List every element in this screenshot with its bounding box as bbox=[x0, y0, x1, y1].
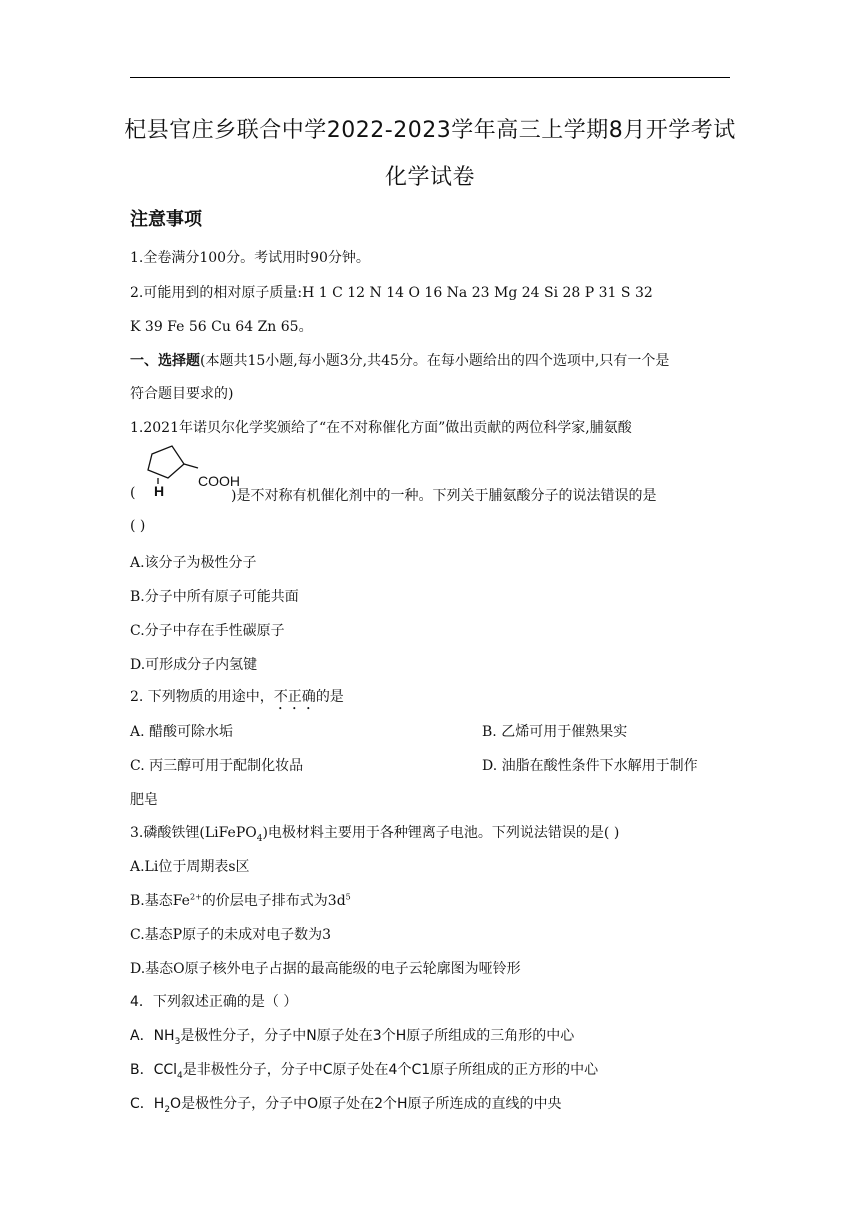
q3-stem bbox=[130, 822, 619, 844]
q1-option-d: D.可形成分子内氢键 bbox=[130, 657, 258, 673]
q4-b-pre: B．CCl bbox=[130, 1062, 178, 1078]
q3-option-b bbox=[130, 890, 351, 910]
q4-option-a bbox=[130, 1025, 574, 1047]
q2-option-b: B. 乙烯可用于催熟果实 bbox=[482, 724, 628, 740]
q1-stem-cont: )是不对称有机催化剂中的一种。下列关于脯氨酸分子的说法错误的是 bbox=[231, 488, 657, 504]
q2-option-a: A. 醋酸可除水垢 bbox=[130, 724, 234, 740]
q3-option-d: D.基态O原子核外电子占据的最高能级的电子云轮廓图为哑铃形 bbox=[130, 961, 521, 977]
q3-b-sup2: 5 bbox=[345, 892, 351, 902]
notice-item-2a: 2.可能用到的相对原子质量:H 1 C 12 N 14 O 16 Na 23 Mg 24 Si 28 P 31 S 32 bbox=[130, 285, 653, 301]
q3-stem-post: )电极材料主要用于各种锂离子电池。下列说法错误的是( ) bbox=[262, 825, 620, 841]
q4-c-post: O是极性分子，分子中O原子处在2个H原子所连成的直线的中央 bbox=[170, 1096, 562, 1112]
q2-option-d-cont: 肥皂 bbox=[130, 792, 158, 808]
mol-h-label: H bbox=[154, 483, 165, 499]
q3-stem-pre: 3.磷酸铁锂(LiFePO bbox=[130, 825, 257, 841]
notice-item-1: 1.全卷满分100分。考试用时90分钟。 bbox=[130, 250, 370, 266]
q1-stem: 1.2021年诺贝尔化学奖颁给了“在不对称催化方面”做出贡献的两位科学家,脯氨酸 bbox=[130, 420, 632, 436]
q2-stem-post: 的是 bbox=[315, 689, 344, 705]
q1-option-a: A.该分子为极性分子 bbox=[130, 555, 257, 571]
q2-stem bbox=[130, 686, 344, 713]
q2-option-c: C. 丙三醇可用于配制化妆品 bbox=[130, 758, 304, 774]
section1-title: 一、选择题 bbox=[130, 353, 200, 369]
q3-b-mid: 的价层电子排布式为3d bbox=[201, 893, 346, 909]
q2-stem-pre: 2. 下列物质的用途中， bbox=[130, 689, 274, 705]
q4-a-sub: 3 bbox=[174, 1036, 181, 1047]
section1-desc-cont: 符合题目要求的) bbox=[130, 386, 234, 402]
q1-answer-paren: ( ) bbox=[130, 518, 146, 534]
q3-stem-sub: 4 bbox=[256, 833, 263, 844]
q1-option-c: C.分子中存在手性碳原子 bbox=[130, 623, 285, 639]
section1-desc: (本题共15小题,每小题3分,共45分。在每小题给出的四个选项中,只有一个是 bbox=[200, 353, 670, 369]
q4-c-sub: 2 bbox=[164, 1104, 171, 1115]
q4-option-c bbox=[130, 1093, 562, 1115]
notice-heading: 注意事项 bbox=[130, 209, 202, 230]
q4-a-pre: A．NH bbox=[130, 1028, 175, 1044]
q3-option-c: C.基态P原子的未成对电子数为3 bbox=[130, 927, 331, 943]
q4-a-post: 是极性分子，分子中N原子处在3个H原子所组成的三角形的中心 bbox=[180, 1028, 575, 1044]
q4-c-pre: C．H bbox=[130, 1096, 165, 1112]
exam-subtitle: 化学试卷 bbox=[384, 165, 475, 190]
q1-paren-open: ( bbox=[130, 485, 136, 501]
notice-item-2b: K 39 Fe 56 Cu 64 Zn 65。 bbox=[130, 319, 313, 335]
q4-option-b bbox=[130, 1059, 598, 1081]
q4-b-post: 是非极性分子，分子中C原子处在4个C1原子所组成的正方形的中心 bbox=[182, 1062, 599, 1078]
top-rule bbox=[130, 77, 730, 78]
q1-option-b: B.分子中所有原子可能共面 bbox=[130, 589, 299, 605]
q4-stem: 4．下列叙述正确的是（ ） bbox=[130, 994, 298, 1010]
q2-stem-emphasis: 不正确 bbox=[273, 689, 316, 705]
mol-cooh-label: COOH bbox=[198, 473, 240, 489]
proline-structure-image bbox=[134, 440, 244, 500]
exam-title: 杞县官庄乡联合中学2022-2023学年高三上学期8月开学考试 bbox=[124, 118, 736, 143]
q2-option-d: D. 油脂在酸性条件下水解用于制作 bbox=[482, 758, 698, 774]
q3-b-sup: 2+ bbox=[189, 892, 202, 902]
section1-header bbox=[130, 350, 669, 370]
q3-option-a: A.Li位于周期表s区 bbox=[130, 859, 250, 875]
q3-b-pre: B.基态Fe bbox=[130, 893, 190, 909]
q4-b-sub: 4 bbox=[177, 1070, 183, 1081]
